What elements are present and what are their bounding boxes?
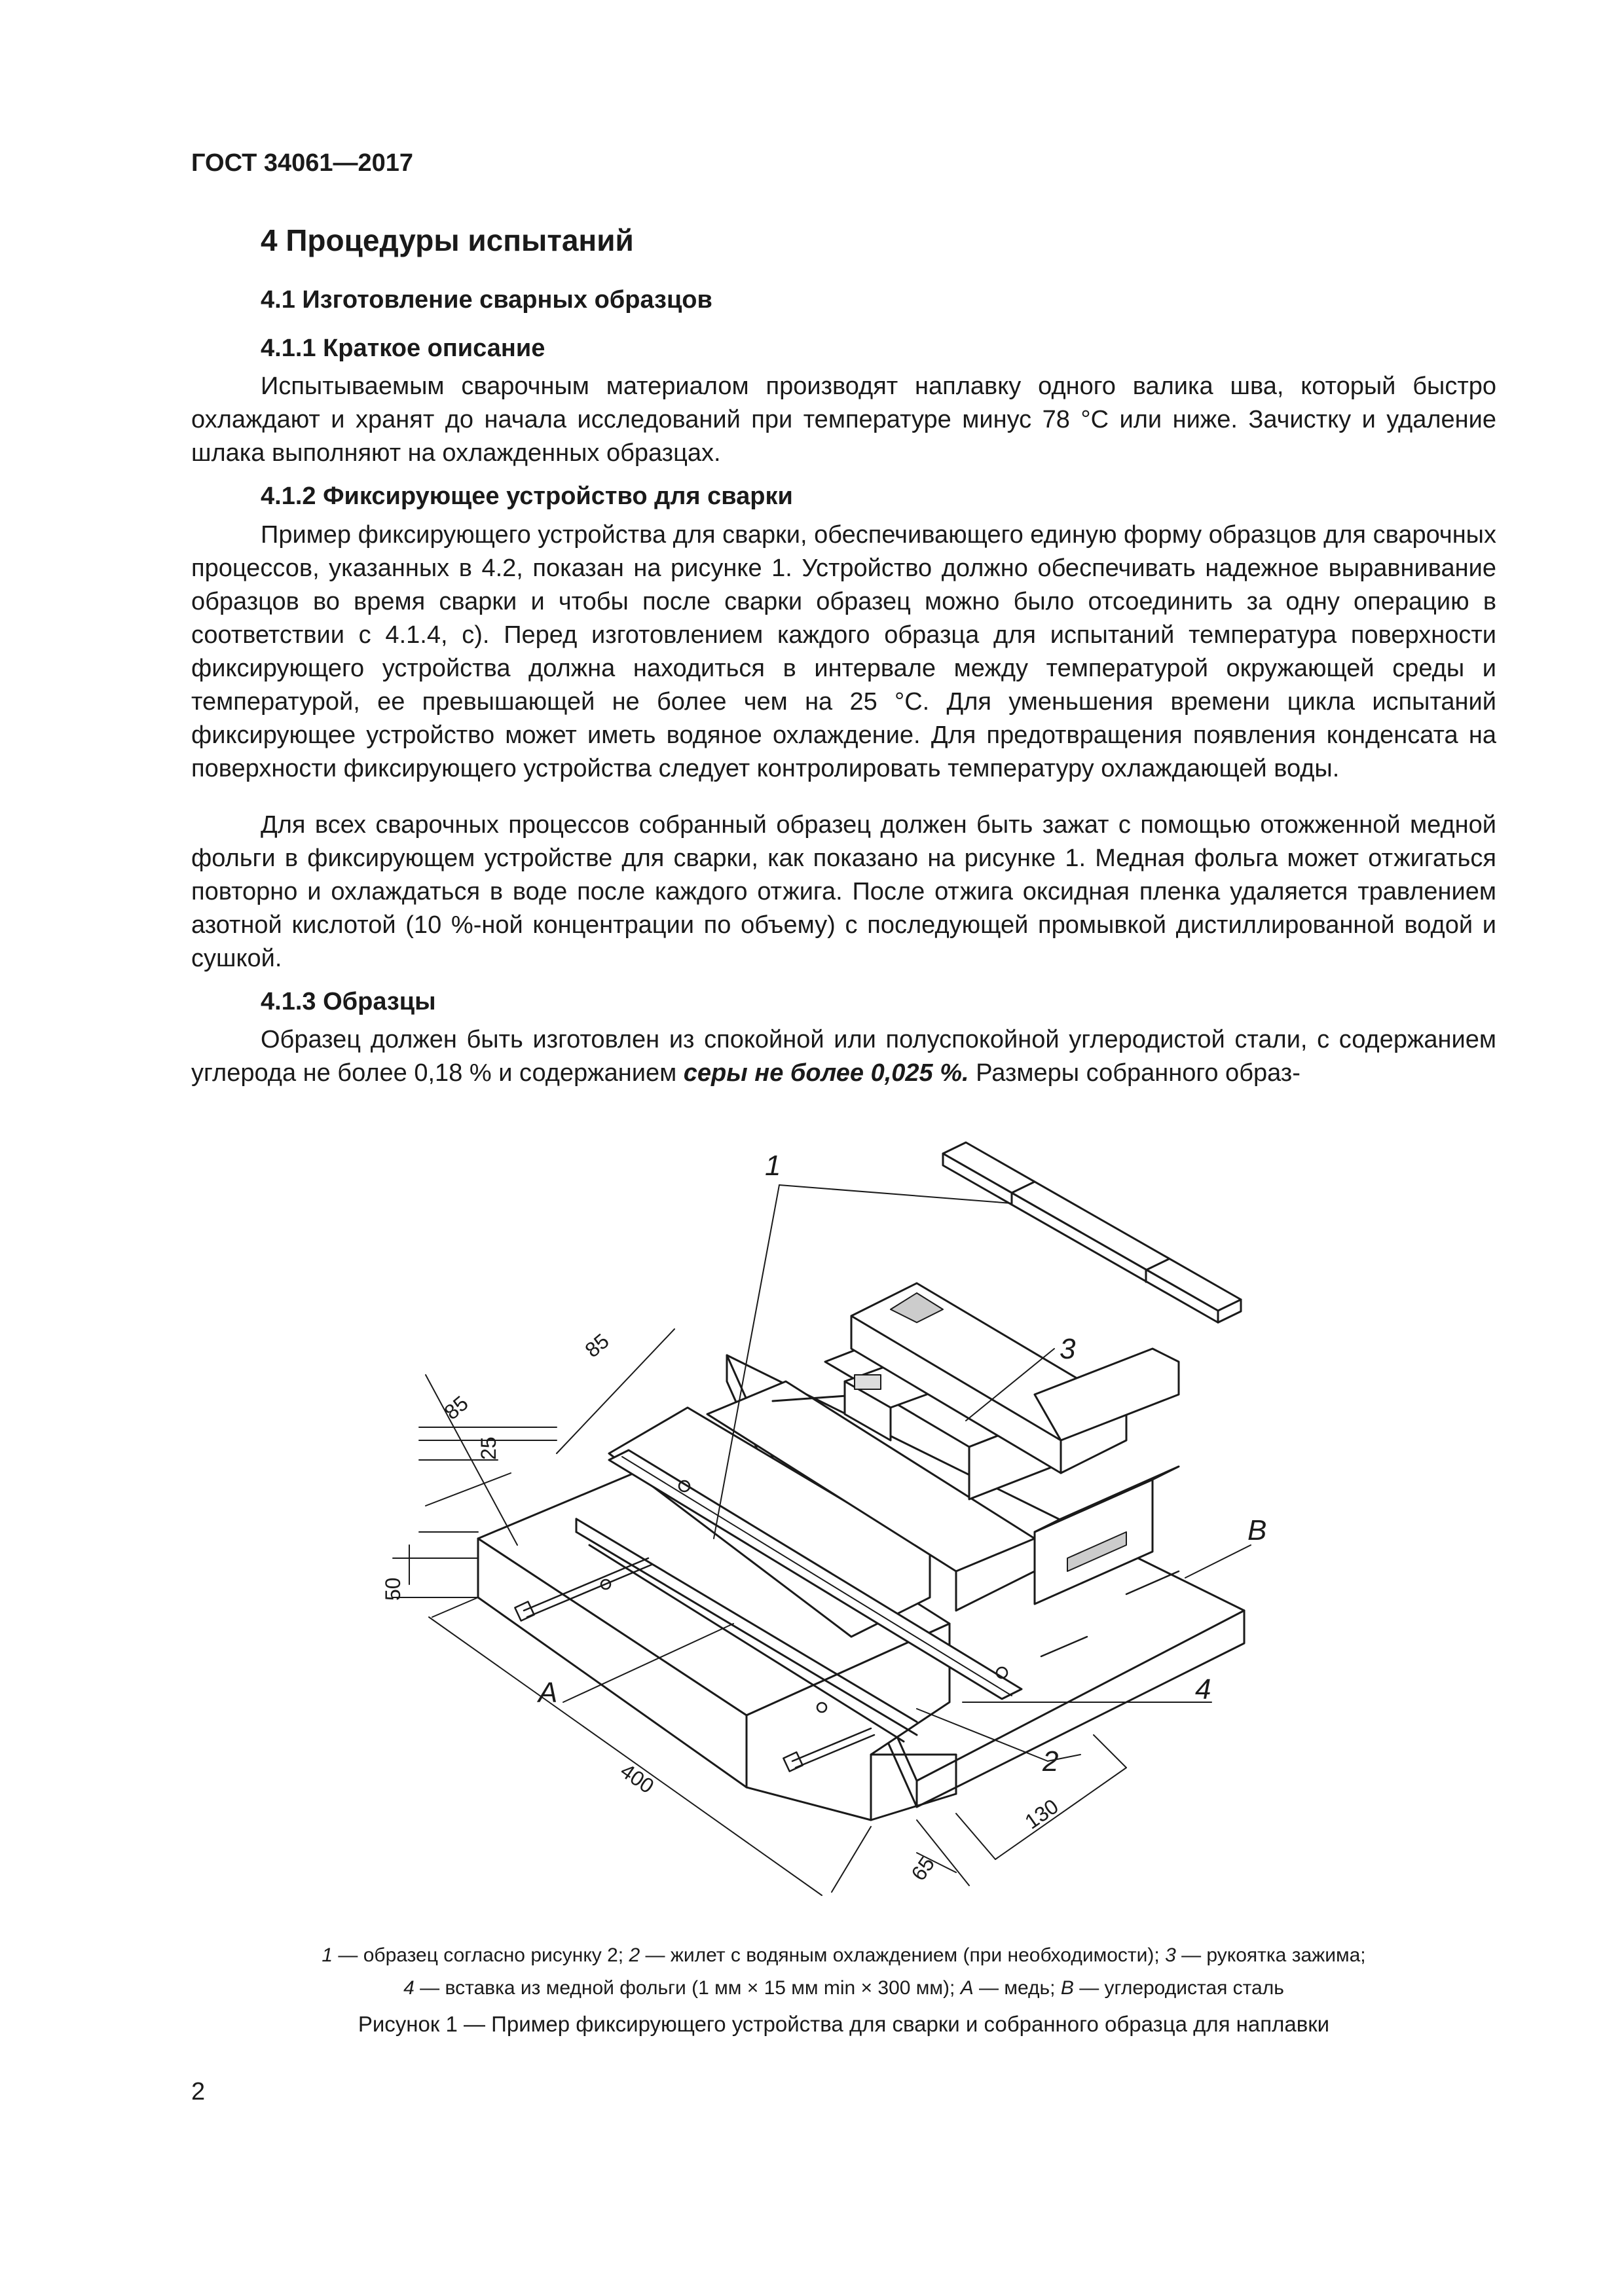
legend-key-b: В (1060, 1977, 1074, 1999)
callout-1: 1 (765, 1150, 781, 1182)
legend-text-a: — медь; (973, 1977, 1061, 1999)
callout-b: В (1247, 1514, 1267, 1546)
dim-65: 65 (906, 1852, 940, 1886)
dim-85-upper: 85 (580, 1328, 614, 1362)
clause-4-1-3-text-b: Размеры собранного образ- (969, 1059, 1301, 1087)
clause-4-1-2-para-2: Для всех сварочных процессов собранный образец должен быть зажат с помощью отожженной медной фольги в фиксирующем устройстве для сварки, как показано на рисунке 1. Медная фольга может отжигаться повторно и охлаждаться в воде после каждого отжига. После отжига оксидная пленка удаляется травлением азотной кислотой (10 %-ной концентрации по объему) с последующей промывкой дистиллированной водой и сушкой. (191, 811, 1496, 972)
figure-legend-line-2 (191, 1972, 1496, 2005)
legend-text-3: — рукоятка зажима; (1175, 1944, 1366, 1966)
specimen-1-separate (943, 1142, 1241, 1322)
legend-text-2: — жилет с водяным охлаждением (при необходимости); (640, 1944, 1166, 1966)
figure-legend-line-1 (191, 1939, 1496, 1972)
dim-400: 400 (616, 1758, 659, 1798)
legend-text-b: — углеродистая сталь (1073, 1977, 1284, 1999)
clause-4-1-3-title: 4.1.3 Образцы (261, 988, 436, 1015)
section-title: 4 Процедуры испытаний (261, 223, 634, 257)
legend-key-2: 2 (629, 1944, 640, 1966)
subsection-title: 4.1 Изготовление сварных образцов (261, 286, 712, 314)
document-header: ГОСТ 34061—2017 (191, 149, 414, 177)
legend-key-a: А (960, 1977, 974, 1999)
legend-text-4: — вставка из медной фольги (1 мм × 15 мм min × 300 мм); (414, 1977, 961, 1999)
dim-85-lower: 85 (439, 1391, 473, 1425)
clause-4-1-2-para-1: Пример фиксирующего устройства для сварки, обеспечивающего единую форму образцов для сварочных процессов, указанных в 4.2, показан на рисунке 1. Устройство должно обеспечивать надежное выравнивание образцов во время сварки и чтобы после сварки образец можно было отсоединить за одну операцию в соответствии с 4.1.4, с). Перед изготовлением каждого образца для испытаний температура поверхности фиксирующего устройства должна находиться в интервале между температурой окружающей среды и температурой, ее превышающей не более чем на 25 °С. Для уменьшения времени цикла испытаний фиксирующее устройство может иметь водяное охлаждение. Для предотвращения появления конденсата на поверхности фиксирующего устройства следует контролировать температуру охлаждающей воды. (191, 521, 1496, 782)
dim-130: 130 (1020, 1794, 1063, 1834)
legend-key-1: 1 (322, 1944, 333, 1966)
callout-a: А (538, 1677, 558, 1709)
clause-4-1-3-text (191, 1023, 1496, 1090)
sulfur-limit-emphasis: серы не более 0,025 %. (683, 1059, 969, 1087)
clause-4-1-1-title: 4.1.1 Краткое описание (261, 335, 545, 362)
callout-4: 4 (1195, 1673, 1211, 1705)
page-number: 2 (191, 2078, 206, 2105)
dim-50: 50 (381, 1577, 405, 1601)
callout-2: 2 (1043, 1745, 1059, 1777)
legend-key-4: 4 (403, 1977, 415, 1999)
dim-25: 25 (477, 1436, 500, 1460)
legend-key-3: 3 (1165, 1944, 1176, 1966)
clause-4-1-2-title: 4.1.2 Фиксирующее устройство для сварки (261, 483, 793, 510)
figure-caption: Рисунок 1 — Пример фиксирующего устройства для сварки и собранного образца для наплавки (358, 2012, 1330, 2036)
legend-text-1: — образец согласно рисунку 2; (333, 1944, 629, 1966)
callout-3: 3 (1060, 1333, 1076, 1365)
clause-4-1-1-text: Испытываемым сварочным материалом производят наплавку одного валика шва, который быстро охлаждают и хранят до начала исследований при температуре минус 78 °С или ниже. Зачистку и удаление шлака выполняют на охлажденных образцах. (191, 373, 1496, 467)
figure-welding-fixture-drawing (367, 1126, 1297, 1925)
clause-4-1-3-text-a: Образец должен быть изготовлен из спокойной или полуспокойной углеродистой стали, с содержанием углерода не более 0,18 % и содержанием (191, 1026, 1496, 1087)
